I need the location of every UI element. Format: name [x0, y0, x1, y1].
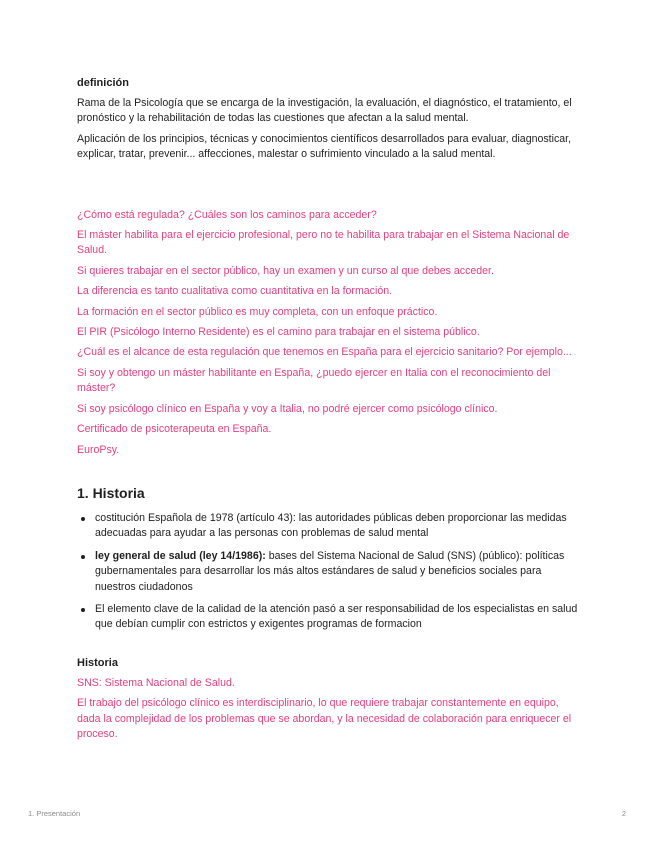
bullet-dot-icon — [81, 517, 85, 521]
bullet-dot-icon — [81, 555, 85, 559]
bullet-text: bases del Sistema Nacional de Salud (SNS) (público): políticas gubernamentales para desarrollar los más altos estándares de salud y beneficios sociales para nuestros ciudadonos — [95, 549, 565, 593]
note-line: EuroPsy. — [77, 443, 120, 456]
historia-note-heading: Historia — [77, 656, 118, 669]
note-line: Si quieres trabajar en el sector público, hay un examen y un curso al que debes acceder. — [77, 264, 494, 277]
note-line: Si soy y obtengo un máster habilitante en España, ¿puedo ejercer en Italia con el reconocimiento del máster? — [77, 366, 551, 395]
note-line: Certificado de psicoterapeuta en España. — [77, 423, 272, 436]
document-page — [77, 76, 582, 747]
historia-note-line: SNS: Sistema Nacional de Salud. — [77, 676, 235, 689]
footer-page-number: 2 — [621, 809, 626, 818]
bullet-item — [77, 602, 582, 633]
note-line: El PIR (Psicólogo Interno Residente) es el camino para trabajar en el sistema público. — [77, 326, 480, 339]
note-line: Si soy psicólogo clínico en España y voy a Italia, no podré ejercer como psicólogo clínico. — [77, 402, 498, 415]
regulation-notes — [77, 208, 582, 458]
bullet-bold-text: ley general de salud (ley 14/1986): — [95, 549, 266, 562]
definicion-heading: definición — [77, 77, 129, 89]
definicion-paragraph-1: Rama de la Psicología que se encarga de la investigación, la evaluación, el diagnóstico, el tratamiento, el pronóstico y la rehabilitación de todas las cuestiones que afectan a la salud mental. — [77, 97, 572, 125]
bullet-text: costitución Española de 1978 (artículo 43): las autoridades públicas deben proporcionar las medidas adecuadas para ayudar a las personas con problemas de salud mental — [95, 511, 567, 540]
historia-note-line: El trabajo del psicólogo clínico es interdisciplinario, lo que requiere trabajar constantemente en equipo, dada la complejidad de los problemas que se abordan, y la necesidad de colaboración para enriquecer el proceso. — [77, 697, 572, 740]
historia-bullet-list — [77, 511, 582, 633]
note-line: La diferencia es tanto cualitativa como cuantitativa en la formación. — [77, 285, 393, 298]
note-line: El máster habilita para el ejercicio profesional, pero no te habilita para trabajar en el Sistema Nacional de Salud. — [77, 229, 570, 257]
bullet-dot-icon — [81, 608, 85, 612]
note-line: ¿Cómo está regulada? ¿Cuáles son los caminos para acceder? — [77, 208, 377, 221]
definicion-paragraph-2: Aplicación de los principios, técnicas y conocimientos científicos desarrollados para evaluar, diagnosticar, explicar, tratar, prevenir... affecciones, malestar o sufrimiento vinculado a la salud mental. — [77, 132, 572, 161]
footer-section-label: 1. Presentación — [28, 809, 81, 818]
note-line: ¿Cuál es el alcance de esta regulación que tenemos en España para el ejercicio sanitario? Por ejemplo... — [77, 346, 572, 359]
section-title-historia: 1. Historia — [77, 484, 145, 501]
bullet-text: El elemento clave de la calidad de la atención pasó a ser responsabilidad de los especialistas en salud que debían cumplir con estrictos y exigentes programas de formacion — [95, 602, 578, 631]
note-line: La formación en el sector público es muy completa, con un enfoque práctico. — [77, 305, 438, 318]
bullet-item — [77, 511, 582, 542]
bullet-item — [77, 549, 582, 595]
